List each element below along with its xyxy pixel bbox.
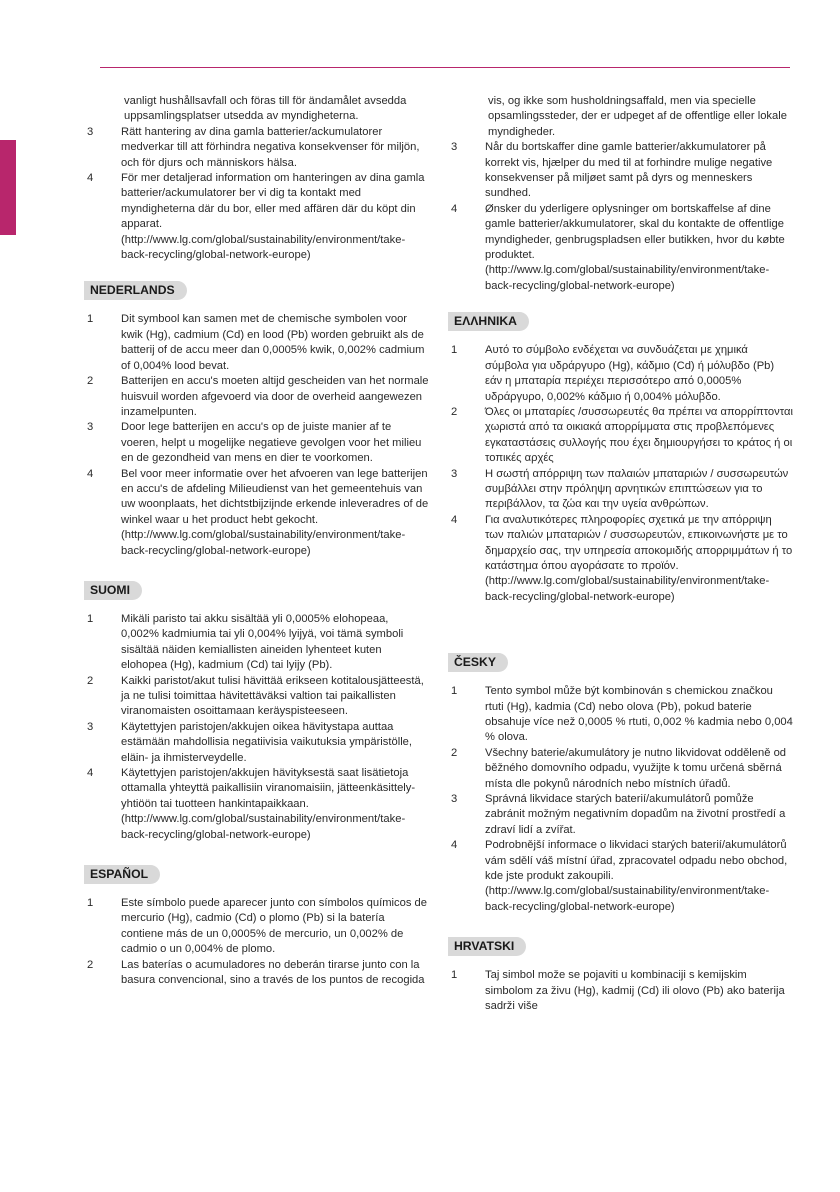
list-item: 1 Este símbolo puede aparecer junto con símbolos químicos de mercurio (Hg), cadmio (Cd) o plomo (Pb) si la batería contiene más de un 0,0005% de mercurio, un 0,002% de cadmio o un 0,004% de plomo. [87,897,427,956]
list-item: 3 Door lege batterijen en accu's op de juiste manier af te voeren, helpt u mogelijke negatieve gevolgen voor het milieu en de gezondheid van mens en dier te voorkomen. [87,421,422,465]
section-heading: NEDERLANDS [84,281,187,300]
section-ellinika [448,312,793,605]
left-column [84,94,429,989]
list-item: 2 Las baterías o acumuladores no deberán tirarse junto con la basura convencional, sino a través de los puntos de recogida [87,958,425,987]
list-item: 3 Správná likvidace starých baterií/akumulátorů pomůže zabránit možným negativním dopadům na životní prostředí a zdraví lidí a zvířat. [451,793,786,836]
section-heading: HRVATSKI [448,937,526,956]
list-item: 1 Αυτό το σύμβολο ενδέχεται να συνδυάζεται με χημικά σύμβολα για υδράργυρο (Hg), κάδμιο (Cd) ή μόλυβδο (Pb) εάν η μπαταρία περιέχει περισσότερο από 0,0005% υδράργυρο, 0,002% κάδμιο ή 0,004% μόλυβδο. [451,344,775,403]
list-item: 1 Taj simbol može se pojaviti u kombinaciji s kemijskim simbolom za živu (Hg), kadmij (Cd) ili olovo (Pb) ako baterija sadrži više [451,969,785,1013]
section-hrvatski [448,937,793,1014]
section-cesky [448,653,793,915]
list-item: 3 Käytettyjen paristojen/akkujen oikea hävitystapa auttaa estämään mahdollisia negatiivisia vaikutuksia ympäristölle, eläin- ja ihmisterveydelle. [87,720,413,764]
section-suomi [84,581,429,843]
list-item: 2 Všechny baterie/akumulátory je nutno likvidovat odděleně od běžného domovního odpadu, využijte k tomu určená sběrná místa dle pokynů národních nebo místních úřadů. [451,746,787,790]
list-item: 2 Όλες οι μπαταρίες /συσσωρευτές θα πρέπει να απορρίπτονται χωριστά από τα οικιακά απορρίμματα στις προβλεπόμενες εγκαταστάσεις συλλογής που έχει δημιουργήσει το κράτος ή οι τοπικές αρχές [451,405,793,465]
header-rule [100,67,790,68]
section-espanol [84,865,429,988]
section-heading: ΕΛΛΗΝΙΚΑ [448,312,529,331]
section-nederlands [84,281,429,559]
section-heading: ČESKY [448,653,508,672]
list-item: 4 Bel voor meer informatie over het afvoeren van lege batterijen en accu's de afdeling Milieudienst van het gemeentehuis van uw woonplaats, het dichtstbijzijnde erkende inleveradres of de winkel waar u het product hebt gekocht. (http://www.lg.com/global/sustainability/environment/take-back-recycling/global-network-europe) [87,467,429,557]
list-item: 4 Για αναλυτικότερες πληροφορίες σχετικά με την απόρριψη των παλιών μπαταριών / συσσωρευτών, επικοινωνήστε με το δημαρχείο σας, την υπηρεσία αποκομιδής απορριμμάτων ή το κατάστημα όπου αγοράσατε το προϊόν. (http://www.lg.com/global/sustainability/environment/take-back-recycling/global-network-europe) [451,513,793,603]
continuation-text: vis, og ikke som husholdningsaffald, men via specielle opsamlingssteder, der er udpeget af de offentlige eller lokale myndigheder. [488,95,787,138]
list-item: 4 Podrobnější informace o likvidaci starých baterií/akumulátorů vám sdělí váš místní úřad, zpracovatel odpadu nebo obchod, kde jste produkt zakoupili. (http://www.lg.com/global/sustainability/environment/take-back-recycling/global-network-europe) [451,839,788,913]
list-item: 2 Kaikki paristot/akut tulisi hävittää erikseen kotitalousjätteestä, ja ne tulisi toimittaa hävitettäväksi valtion tai paikallisten viranomaisten osoittamaan keräyspisteeseen. [87,674,424,718]
continuation-text: vanligt hushållsavfall och föras till för ändamålet avsedda uppsamlingsplatser utsedda av myndigheterna. [124,95,407,123]
list-item: 3 Η σωστή απόρριψη των παλαιών μπαταριών / συσσωρευτών συμβάλλει στην πρόληψη αρνητικών επιπτώσεων για το περιβάλλον, τα ζώα και την υγεία ανθρώπων. [451,467,789,511]
section-heading: ESPAÑOL [84,865,160,884]
right-column [448,94,793,1015]
list-item: 4 Käytettyjen paristojen/akkujen hävityksestä saat lisätietoja ottamalla yhteyttä paikallisiin viranomaisiin, jätteenkäsittely-yhtiöön tai tuotteen hankintapaikkaan. (http://www.lg.com/global/sustainability/environment/take-back-recycling/global-network-europe) [87,767,416,841]
list-item: 1 Tento symbol může být kombinován s chemickou značkou rtuti (Hg), kadmia (Cd) nebo olova (Pb), pokud baterie obsahuje více než 0,0005 % rtuti, 0,002 % kadmia nebo 0,004 % olova. [451,685,793,744]
list-item: 3 Når du bortskaffer dine gamle batterier/akkumulatorer på korrekt vis, hjælper du med til at forhindre mulige negative konsekvenser på miljøet samt på dyrs og menneskers sundhed. [451,141,773,200]
list-item: 2 Batterijen en accu's moeten altijd gescheiden van het normale huisvuil worden afgevoerd via door de overheid aangewezen inzamelpunten. [87,375,429,418]
language-side-tab [0,140,16,235]
list-item: 1 Dit symbool kan samen met de chemische symbolen voor kwik (Hg), cadmium (Cd) en lood (Pb) worden gebruikt als de batterij of de accu meer dan 0,0005% kwik, 0,002% cadmium of 0,004% lood bevat. [87,313,425,372]
list-item: 3 Rätt hantering av dina gamla batterier/ackumulatorer medverkar till att förhindra negativa konsekvenser för miljön, och för djurs och människors hälsa. [87,125,420,169]
list-item: 1 Mikäli paristo tai akku sisältää yli 0,0005% elohopeaa, 0,002% kadmiumia tai yli 0,004% lyijyä, voi tämä symboli sisältää näiden kemiallisten aineiden lyhenteet kuten elohopea (Hg), kadmium (Cd) tai lyijy (Pb). [87,612,404,672]
list-item: 4 Ønsker du yderligere oplysninger om bortskaffelse af dine gamle batterier/akkumulatorer, skal du kontakte de offentlige myndigheder, genbrugspladsen eller butikken, hvor du købte produktet. (http://www.lg.com/global/sustainability/environment/take-back-recycling/global-network-europe) [451,202,785,292]
section-heading: SUOMI [84,581,142,600]
list-item: 4 För mer detaljerad information om hanteringen av dina gamla batterier/ackumulatorer ber vi dig ta kontakt med myndigheterna där du bor, eller med affären där du köpt din apparat. (http://www.lg.com/global/sustainability/environment/take-back-recycling/global-network-europe) [87,172,425,262]
